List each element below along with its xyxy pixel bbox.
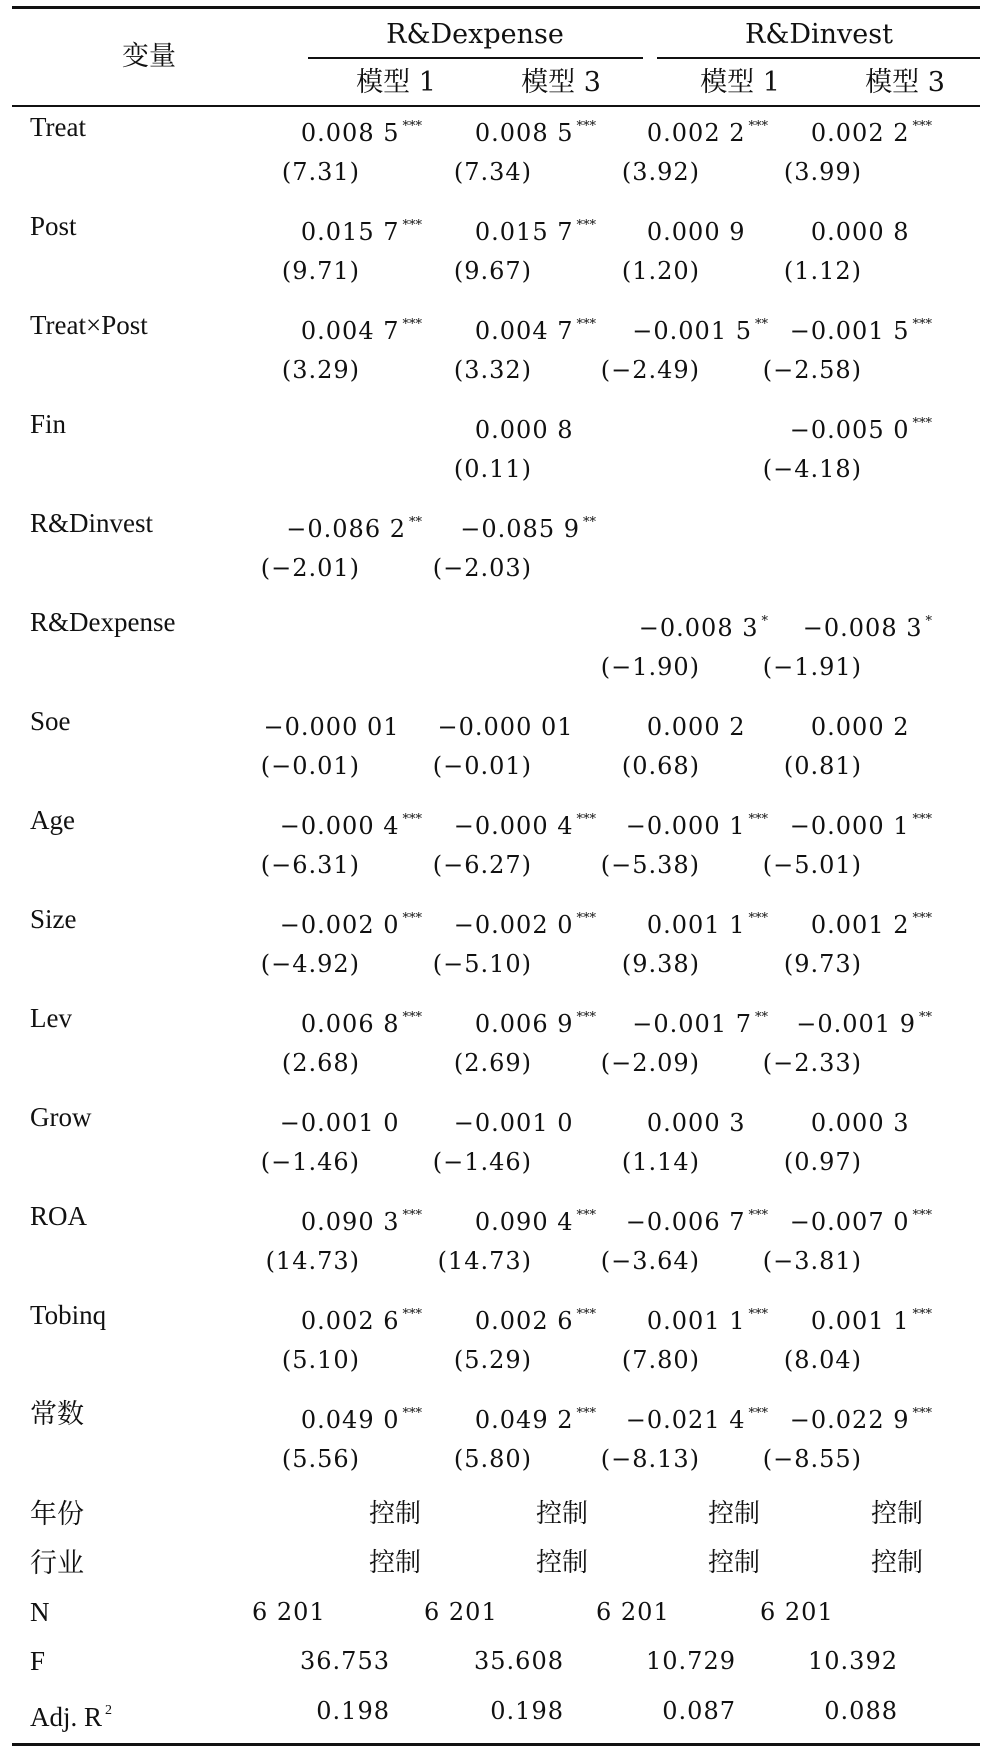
t-stat-cell: (0.97) bbox=[783, 1148, 862, 1176]
t-stat-cell: (5.29) bbox=[453, 1346, 532, 1374]
significance-stars: *** bbox=[748, 1406, 768, 1421]
t-stat-cell: (7.31) bbox=[281, 158, 360, 186]
significance-stars: *** bbox=[576, 1010, 596, 1025]
top-rule bbox=[12, 6, 980, 9]
t-stat-cell: (−5.01) bbox=[762, 851, 862, 879]
control-cell: 控制 bbox=[870, 1548, 924, 1578]
coef-cell: 0.002 6 *** bbox=[474, 1307, 596, 1335]
coef-cell: 0.090 3 *** bbox=[300, 1208, 422, 1236]
significance-stars: *** bbox=[402, 911, 422, 926]
coef-cell: 0.015 7 *** bbox=[300, 218, 422, 246]
t-stat-cell: (−6.31) bbox=[260, 851, 360, 879]
stat-cell: 0.198 bbox=[316, 1697, 390, 1725]
significance-stars: *** bbox=[576, 911, 596, 926]
t-stat-cell: (−1.46) bbox=[432, 1148, 532, 1176]
significance-stars: *** bbox=[748, 812, 768, 827]
t-stat-cell: (1.14) bbox=[621, 1148, 700, 1176]
coef-cell: 0.000 2 bbox=[646, 713, 746, 741]
coef-cell: 0.001 1 *** bbox=[646, 911, 768, 939]
group-header-invest: R&Dinvest bbox=[745, 19, 893, 50]
t-stat-cell: (−2.33) bbox=[762, 1049, 862, 1077]
stat-cell: 10.729 bbox=[646, 1647, 736, 1675]
model-header: 模型 1 bbox=[356, 67, 436, 98]
t-stat-cell: (8.04) bbox=[783, 1346, 862, 1374]
stat-cell: 6 201 bbox=[760, 1598, 834, 1626]
significance-stars: *** bbox=[912, 119, 932, 134]
significance-stars: ** bbox=[919, 1010, 932, 1025]
significance-stars: *** bbox=[912, 812, 932, 827]
significance-stars: *** bbox=[912, 1406, 932, 1421]
row-label: Tobinq bbox=[30, 1300, 107, 1330]
group-rule-expense bbox=[308, 57, 643, 59]
coef-cell: −0.001 7 ** bbox=[632, 1010, 768, 1038]
significance-stars: *** bbox=[576, 218, 596, 233]
row-label: N bbox=[30, 1597, 50, 1627]
coef-cell: 0.002 2 *** bbox=[646, 119, 768, 147]
control-cell: 控制 bbox=[707, 1548, 761, 1578]
row-label: F bbox=[30, 1646, 46, 1676]
significance-stars: *** bbox=[576, 1307, 596, 1322]
t-stat-cell: (−1.90) bbox=[600, 653, 700, 681]
coef-cell: −0.022 9 *** bbox=[789, 1406, 932, 1434]
significance-stars: * bbox=[761, 614, 768, 629]
row-label: Size bbox=[30, 904, 77, 934]
t-stat-cell: (−1.46) bbox=[260, 1148, 360, 1176]
significance-stars: *** bbox=[748, 119, 768, 134]
coef-cell: −0.002 0 *** bbox=[453, 911, 596, 939]
coef-cell: −0.001 0 bbox=[453, 1109, 574, 1137]
coef-cell: 0.004 7 *** bbox=[474, 317, 596, 345]
coef-cell: −0.001 5 ** bbox=[632, 317, 768, 345]
row-label: Grow bbox=[30, 1102, 92, 1132]
group-header-expense: R&Dexpense bbox=[386, 19, 564, 50]
control-cell: 控制 bbox=[870, 1499, 924, 1529]
model-header: 模型 3 bbox=[521, 67, 601, 98]
row-label: Treat×Post bbox=[30, 310, 148, 340]
t-stat-cell: (−2.01) bbox=[260, 554, 360, 582]
coef-cell: −0.086 2 ** bbox=[286, 515, 422, 543]
row-label: 常数 bbox=[30, 1399, 84, 1429]
coef-cell: −0.001 9 ** bbox=[796, 1010, 932, 1038]
t-stat-cell: (0.11) bbox=[453, 455, 532, 483]
t-stat-cell: (3.92) bbox=[621, 158, 700, 186]
t-stat-cell: (−0.01) bbox=[432, 752, 532, 780]
stat-cell: 0.198 bbox=[490, 1697, 564, 1725]
t-stat-cell: (3.99) bbox=[783, 158, 862, 186]
coef-cell: 0.000 8 bbox=[810, 218, 910, 246]
row-label: Soe bbox=[30, 706, 71, 736]
t-stat-cell: (3.32) bbox=[453, 356, 532, 384]
coef-cell: 0.049 2 *** bbox=[474, 1406, 596, 1434]
t-stat-cell: (−8.13) bbox=[600, 1445, 700, 1473]
control-cell: 控制 bbox=[535, 1499, 589, 1529]
t-stat-cell: (5.80) bbox=[453, 1445, 532, 1473]
coef-cell: −0.085 9 ** bbox=[460, 515, 596, 543]
significance-stars: ** bbox=[755, 317, 768, 332]
coef-cell: −0.000 01 bbox=[437, 713, 574, 741]
t-stat-cell: (1.12) bbox=[783, 257, 862, 285]
significance-stars: *** bbox=[402, 1406, 422, 1421]
t-stat-cell: (−0.01) bbox=[260, 752, 360, 780]
coef-cell: 0.002 6 *** bbox=[300, 1307, 422, 1335]
t-stat-cell: (9.67) bbox=[453, 257, 532, 285]
coef-cell: 0.000 8 bbox=[474, 416, 574, 444]
significance-stars: *** bbox=[576, 119, 596, 134]
header-bottom-rule bbox=[12, 105, 980, 107]
significance-stars: ** bbox=[755, 1010, 768, 1025]
t-stat-cell: (−6.27) bbox=[432, 851, 532, 879]
coef-cell: −0.008 3 * bbox=[802, 614, 932, 642]
stat-cell: 10.392 bbox=[808, 1647, 898, 1675]
significance-stars: *** bbox=[912, 317, 932, 332]
coef-cell: 0.001 2 *** bbox=[810, 911, 932, 939]
t-stat-cell: (2.68) bbox=[281, 1049, 360, 1077]
t-stat-cell: (−4.18) bbox=[762, 455, 862, 483]
coef-cell: −0.008 3 * bbox=[638, 614, 768, 642]
t-stat-cell: (9.73) bbox=[783, 950, 862, 978]
significance-stars: *** bbox=[402, 1307, 422, 1322]
significance-stars: *** bbox=[402, 317, 422, 332]
row-label: Adj. R $^2$ bbox=[30, 1702, 113, 1732]
coef-cell: 0.006 8 *** bbox=[300, 1010, 422, 1038]
t-stat-cell: (−1.91) bbox=[762, 653, 862, 681]
regression-table bbox=[12, 6, 980, 1746]
coef-cell: −0.001 0 bbox=[279, 1109, 400, 1137]
coef-cell: 0.002 2 *** bbox=[810, 119, 932, 147]
coef-cell: 0.001 1 *** bbox=[646, 1307, 768, 1335]
t-stat-cell: (9.38) bbox=[621, 950, 700, 978]
significance-stars: * bbox=[925, 614, 932, 629]
coef-cell: −0.007 0 *** bbox=[789, 1208, 932, 1236]
coef-cell: −0.000 1 *** bbox=[789, 812, 932, 840]
control-cell: 控制 bbox=[368, 1548, 422, 1578]
row-label: Post bbox=[30, 211, 77, 241]
t-stat-cell: (5.56) bbox=[281, 1445, 360, 1473]
significance-stars: *** bbox=[576, 1406, 596, 1421]
stat-cell: 6 201 bbox=[596, 1598, 670, 1626]
t-stat-cell: (7.80) bbox=[621, 1346, 700, 1374]
t-stat-cell: (−5.10) bbox=[432, 950, 532, 978]
stat-cell: 0.088 bbox=[824, 1697, 898, 1725]
stat-cell: 0.087 bbox=[662, 1697, 736, 1725]
significance-stars: *** bbox=[402, 1208, 422, 1223]
variable-header: 变量 bbox=[122, 41, 176, 72]
significance-stars: *** bbox=[402, 812, 422, 827]
t-stat-cell: (1.20) bbox=[621, 257, 700, 285]
coef-cell: 0.000 9 bbox=[646, 218, 746, 246]
row-label: R&Dexpense bbox=[30, 607, 176, 637]
stat-cell: 36.753 bbox=[300, 1647, 390, 1675]
significance-stars: *** bbox=[576, 317, 596, 332]
coef-cell: 0.049 0 *** bbox=[300, 1406, 422, 1434]
significance-stars: *** bbox=[576, 1208, 596, 1223]
t-stat-cell: (5.10) bbox=[281, 1346, 360, 1374]
t-stat-cell: (−2.58) bbox=[762, 356, 862, 384]
row-label: 年份 bbox=[30, 1499, 84, 1529]
significance-stars: *** bbox=[748, 1307, 768, 1322]
coef-cell: −0.001 5 *** bbox=[789, 317, 932, 345]
significance-stars: *** bbox=[912, 1307, 932, 1322]
significance-stars: *** bbox=[748, 1208, 768, 1223]
row-label: R&Dinvest bbox=[30, 508, 154, 538]
row-label: Fin bbox=[30, 409, 67, 439]
model-header: 模型 3 bbox=[865, 67, 945, 98]
significance-stars: *** bbox=[576, 812, 596, 827]
coef-cell: −0.000 4 *** bbox=[279, 812, 422, 840]
t-stat-cell: (−4.92) bbox=[260, 950, 360, 978]
group-rule-invest bbox=[657, 57, 980, 59]
coef-cell: 0.000 3 bbox=[810, 1109, 910, 1137]
stat-cell: 35.608 bbox=[474, 1647, 564, 1675]
significance-stars: ** bbox=[583, 515, 596, 530]
t-stat-cell: (−2.09) bbox=[600, 1049, 700, 1077]
row-label: 行业 bbox=[30, 1548, 84, 1578]
significance-stars: *** bbox=[402, 119, 422, 134]
t-stat-cell: (−3.81) bbox=[762, 1247, 862, 1275]
coef-cell: 0.000 2 bbox=[810, 713, 910, 741]
coef-cell: 0.000 3 bbox=[646, 1109, 746, 1137]
t-stat-cell: (−8.55) bbox=[762, 1445, 862, 1473]
coef-cell: 0.008 5 *** bbox=[300, 119, 422, 147]
coef-cell: 0.001 1 *** bbox=[810, 1307, 932, 1335]
superscript: 2 bbox=[105, 1703, 113, 1718]
model-header: 模型 1 bbox=[700, 67, 780, 98]
coef-cell: 0.006 9 *** bbox=[474, 1010, 596, 1038]
t-stat-cell: (2.69) bbox=[453, 1049, 532, 1077]
control-cell: 控制 bbox=[368, 1499, 422, 1529]
t-stat-cell: (0.68) bbox=[621, 752, 700, 780]
coef-cell: −0.005 0 *** bbox=[789, 416, 932, 444]
t-stat-cell: (9.71) bbox=[281, 257, 360, 285]
coef-cell: −0.021 4 *** bbox=[625, 1406, 768, 1434]
t-stat-cell: (−5.38) bbox=[600, 851, 700, 879]
significance-stars: *** bbox=[912, 911, 932, 926]
t-stat-cell: (−2.03) bbox=[432, 554, 532, 582]
coef-cell: 0.008 5 *** bbox=[474, 119, 596, 147]
significance-stars: *** bbox=[912, 416, 932, 431]
row-label: Age bbox=[30, 805, 75, 835]
row-label: Treat bbox=[30, 112, 87, 142]
coef-cell: −0.000 1 *** bbox=[625, 812, 768, 840]
coef-cell: 0.004 7 *** bbox=[300, 317, 422, 345]
significance-stars: *** bbox=[912, 1208, 932, 1223]
coef-cell: −0.002 0 *** bbox=[279, 911, 422, 939]
t-stat-cell: (−2.49) bbox=[600, 356, 700, 384]
coef-cell: −0.006 7 *** bbox=[625, 1208, 768, 1236]
coef-cell: −0.000 4 *** bbox=[453, 812, 596, 840]
coef-cell: 0.015 7 *** bbox=[474, 218, 596, 246]
stat-cell: 6 201 bbox=[252, 1598, 326, 1626]
t-stat-cell: (−3.64) bbox=[600, 1247, 700, 1275]
row-label: Lev bbox=[30, 1003, 72, 1033]
t-stat-cell: (7.34) bbox=[453, 158, 532, 186]
coef-cell: 0.090 4 *** bbox=[474, 1208, 596, 1236]
stat-cell: 6 201 bbox=[424, 1598, 498, 1626]
control-cell: 控制 bbox=[707, 1499, 761, 1529]
t-stat-cell: (3.29) bbox=[281, 356, 360, 384]
t-stat-cell: (14.73) bbox=[437, 1247, 532, 1275]
t-stat-cell: (0.81) bbox=[783, 752, 862, 780]
control-cell: 控制 bbox=[535, 1548, 589, 1578]
row-label: ROA bbox=[30, 1201, 88, 1231]
significance-stars: *** bbox=[402, 218, 422, 233]
t-stat-cell: (14.73) bbox=[265, 1247, 360, 1275]
significance-stars: *** bbox=[748, 911, 768, 926]
significance-stars: *** bbox=[402, 1010, 422, 1025]
coef-cell: −0.000 01 bbox=[263, 713, 400, 741]
bottom-rule bbox=[12, 1743, 980, 1746]
significance-stars: ** bbox=[409, 515, 422, 530]
